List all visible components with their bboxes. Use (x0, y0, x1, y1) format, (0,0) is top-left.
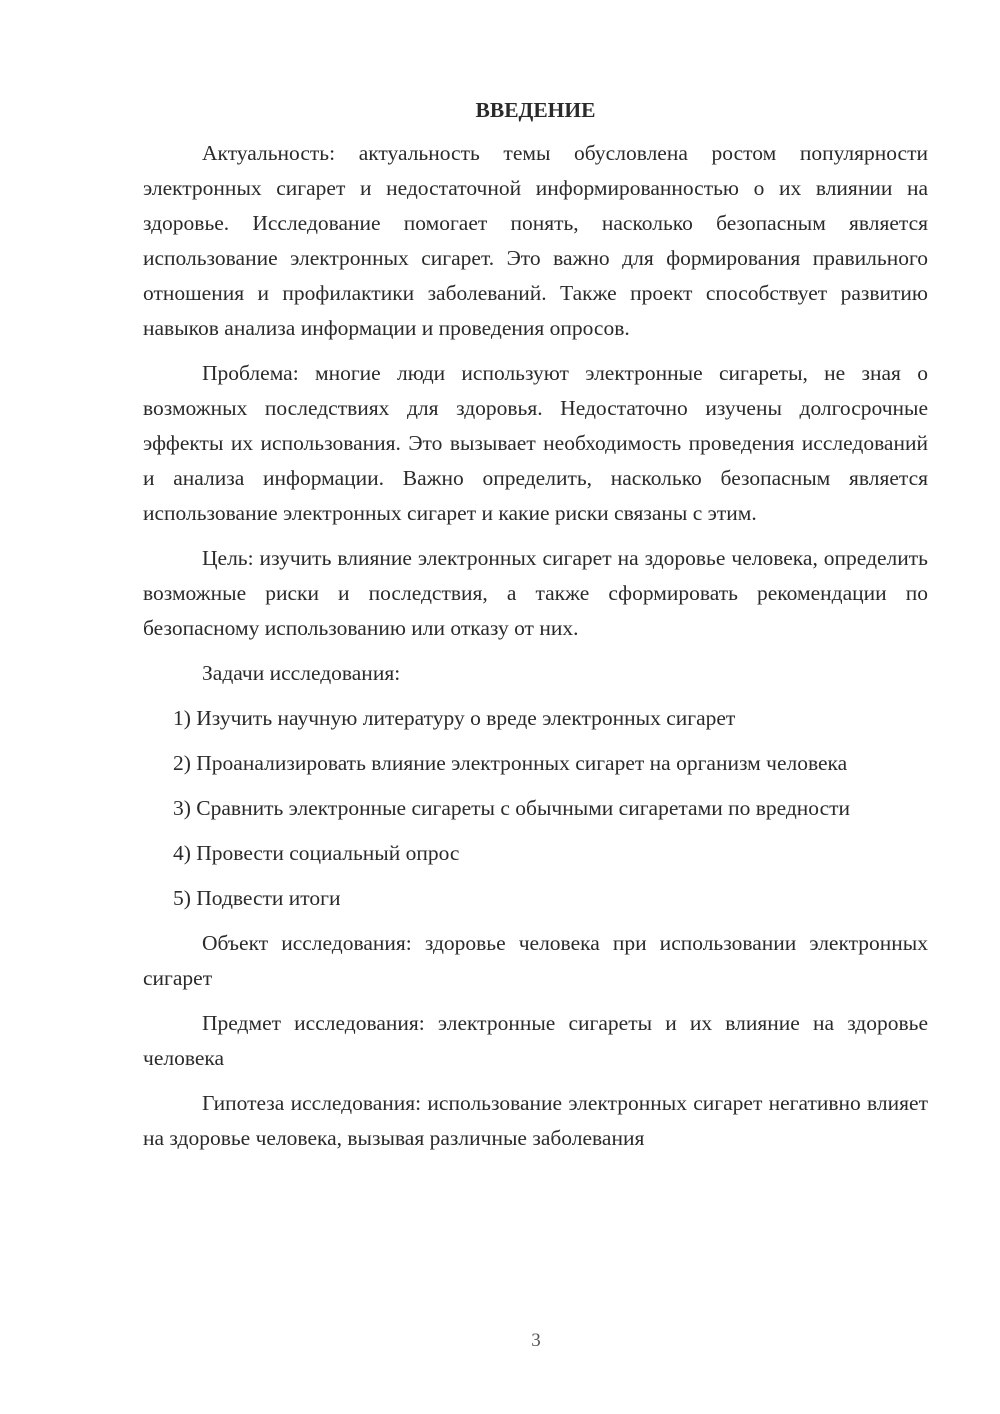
page-number: 3 (531, 1330, 541, 1351)
paragraph-object: Объект исследования: здоровье человека при использовании электронных сигарет (143, 931, 928, 990)
task-item-5: 5) Подвести итоги (173, 886, 341, 910)
section-title: ВВЕДЕНИЕ (475, 98, 596, 122)
paragraph-relevance: Актуальность: актуальность темы обусловлена ростом популярности электронных сигарет и недостаточной информированностью о их влиянии на здоровье. Исследование помогает понять, насколько безопасным является использование электронных сигарет. Это важно для формирования правильного отношения и профилактики заболеваний. Также проект способствует развитию навыков анализа информации и проведения опросов. (143, 141, 928, 340)
task-item-3: 3) Сравнить электронные сигареты с обычными сигаретами по вредности (173, 796, 851, 820)
document-page (143, 93, 928, 1166)
paragraph-subject: Предмет исследования: электронные сигареты и их влияние на здоровье человека (143, 1011, 928, 1070)
task-item-2: 2) Проанализировать влияние электронных сигарет на организм человека (173, 751, 848, 775)
paragraph-tasks-heading: Задачи исследования: (202, 661, 401, 685)
task-item-1: 1) Изучить научную литературу о вреде электронных сигарет (173, 706, 736, 730)
paragraph-problem: Проблема: многие люди используют электронные сигареты, не зная о возможных последствиях для здоровья. Недостаточно изучены долгосрочные эффекты их использования. Это вызывает необходимость проведения исследований и анализа информации. Важно определить, насколько безопасным является использование электронных сигарет и какие риски связаны с этим. (143, 361, 928, 525)
paragraph-hypothesis: Гипотеза исследования: использование электронных сигарет негативно влияет на здоровье человека, вызывая различные заболевания (143, 1091, 928, 1150)
paragraph-goal: Цель: изучить влияние электронных сигарет на здоровье человека, определить возможные риски и последствия, а также сформировать рекомендации по безопасному использованию или отказу от них. (143, 546, 928, 640)
task-item-4: 4) Провести социальный опрос (173, 841, 460, 865)
